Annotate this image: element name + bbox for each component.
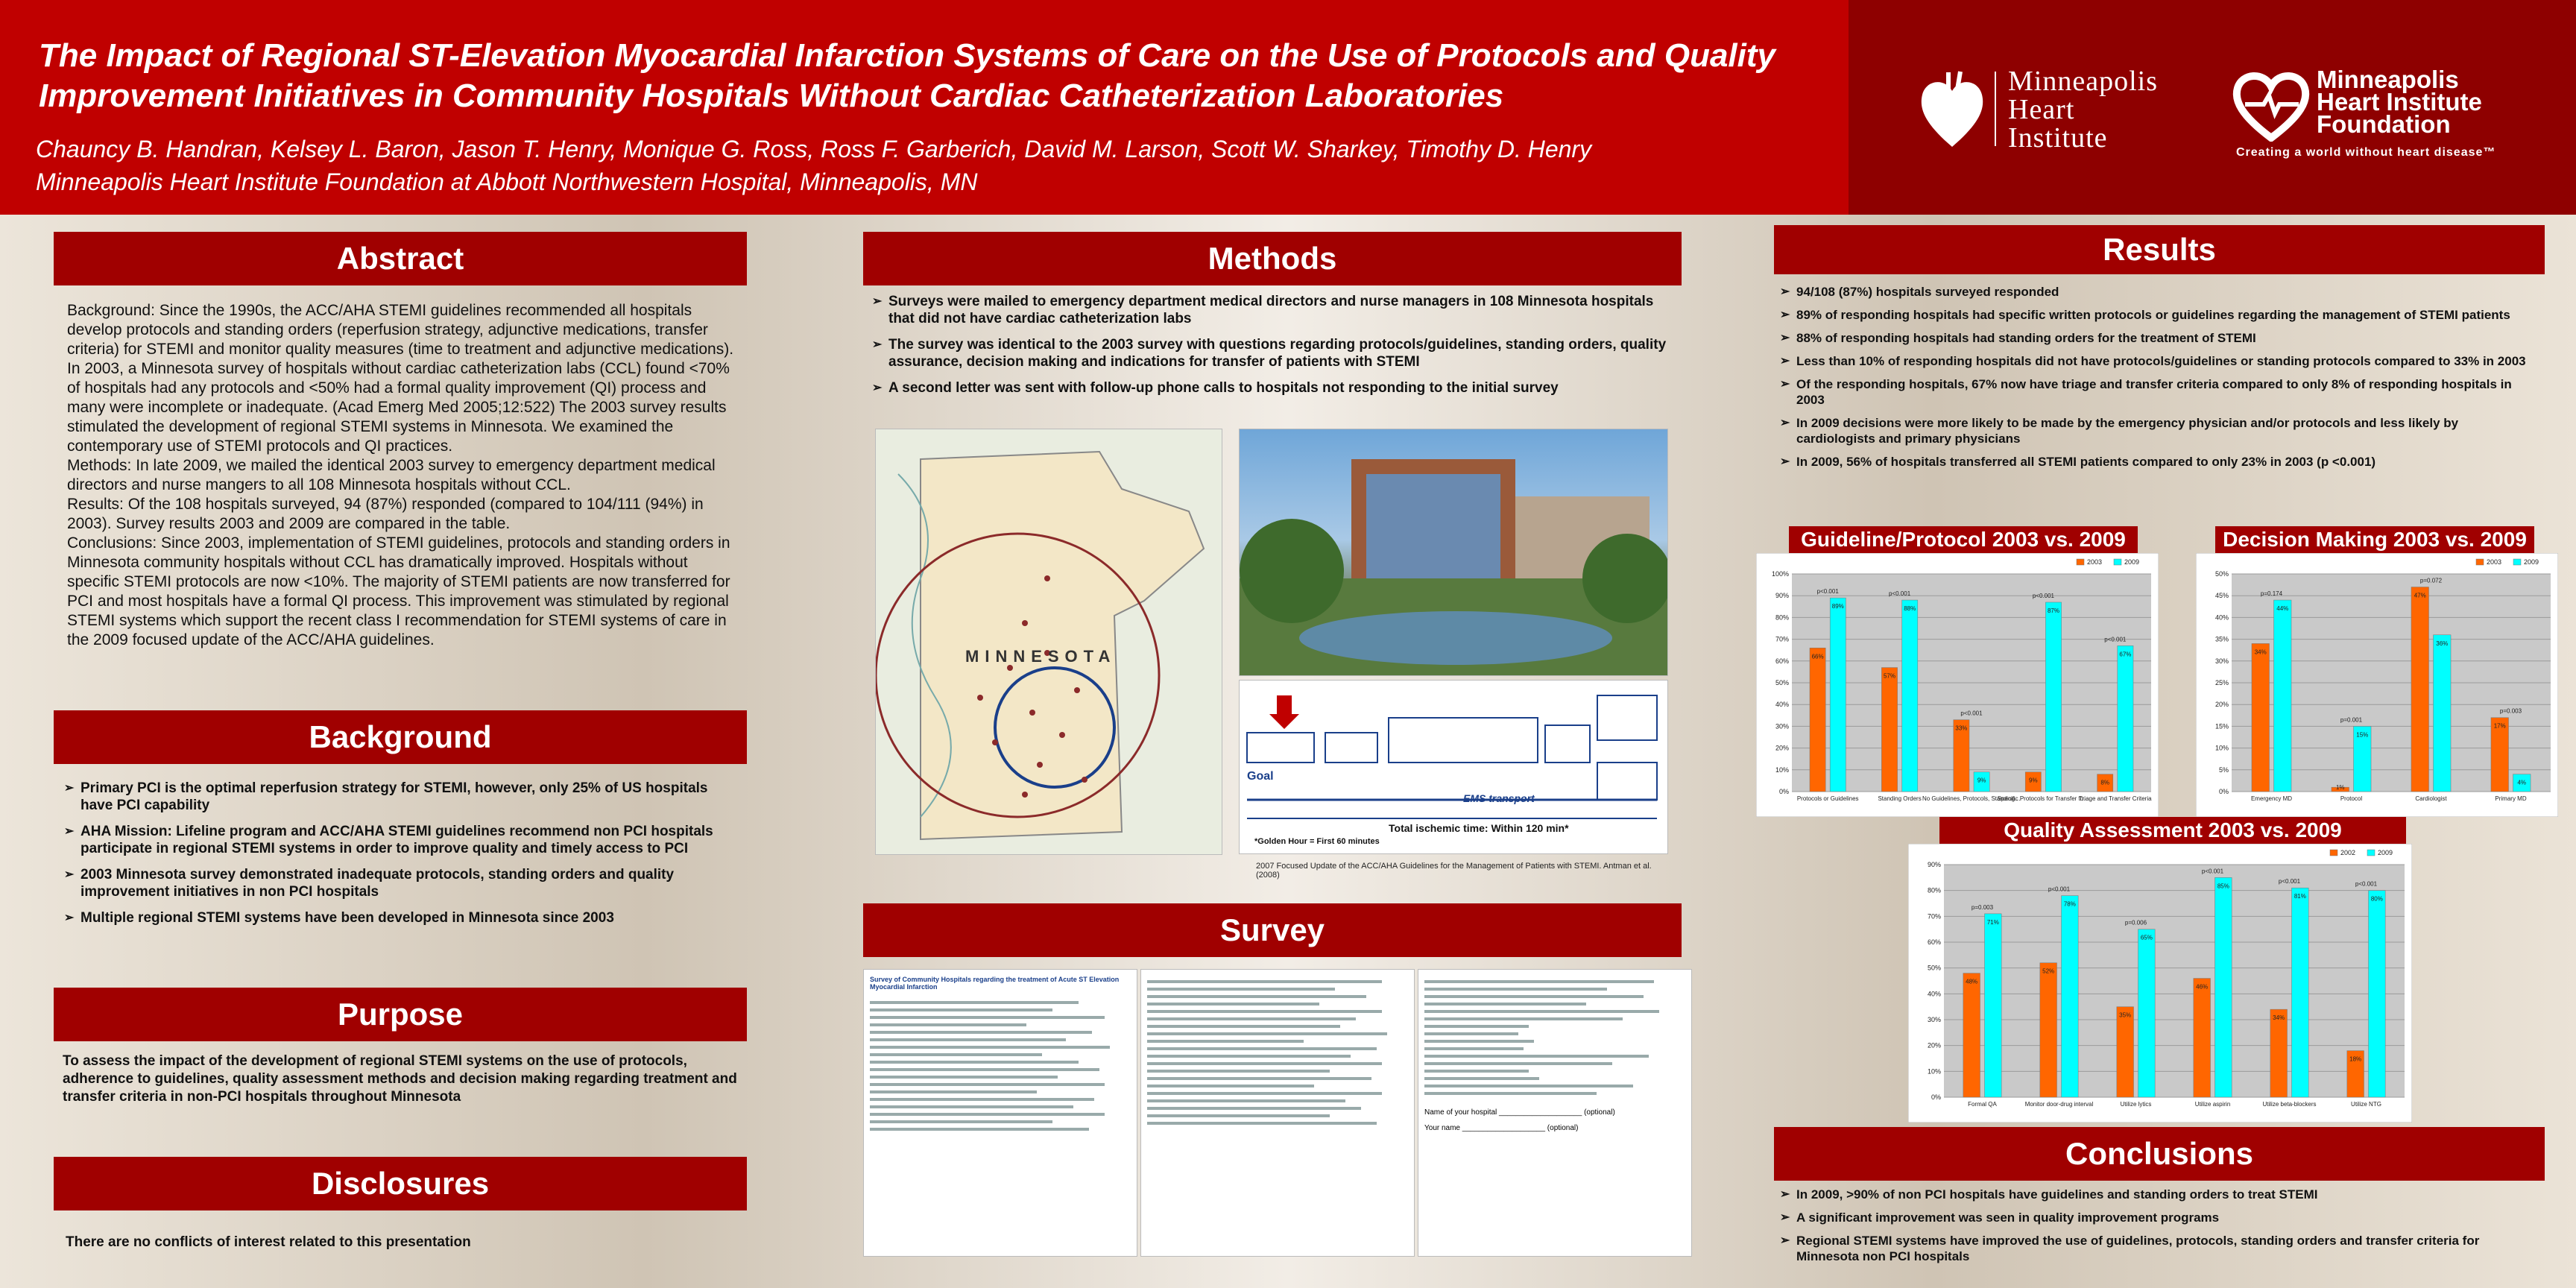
p-value-label: p=0.174	[2260, 590, 2283, 598]
chart-2-title: Decision Making 2003 vs. 2009	[2215, 526, 2534, 553]
data-label: 89%	[1831, 603, 1844, 610]
abstract-conclusions: Conclusions: Since 2003, implementation of STEMI guidelines, protocols and standing orders in Minnesota community hospitals without CCL has dramatically improved. Hospitals without specific STEMI protocols are now <10%. The majority of STEMI patients are now transferred for PCI and most hospitals have a formal QI process. This improvement was stimulated by regional STEMI systems which support the recent class I recommendation for STEMI systems of care in the 2009 focused update of the ACC/AHA guidelines.	[67, 534, 730, 648]
legend-swatch	[2077, 559, 2084, 565]
bar	[1985, 914, 2002, 1097]
data-label: 35%	[2119, 1011, 2132, 1019]
data-label: 33%	[1955, 724, 1968, 732]
bar	[2215, 877, 2232, 1097]
y-tick-label: 25%	[2214, 679, 2229, 686]
data-label: 18%	[2349, 1055, 2362, 1063]
flow-goal-label: Goal	[1247, 770, 1274, 783]
y-tick-label: 40%	[1927, 990, 1941, 998]
p-value-label: p<0.001	[1816, 588, 1839, 596]
survey-heading: Survey	[863, 903, 1682, 957]
data-label: 65%	[2140, 934, 2153, 941]
background-heading: Background	[54, 710, 747, 764]
x-tick-label: Cardiologist	[2415, 795, 2447, 802]
y-tick-label: 20%	[1775, 744, 1789, 752]
y-tick-label: 60%	[1775, 657, 1789, 665]
p-value-label: p<0.001	[1960, 710, 1983, 717]
data-label: 15%	[2356, 731, 2369, 739]
title-line-1: The Impact of Regional ST-Elevation Myocardial Infarction Systems of Care on the Use of Protocols and Quality	[39, 37, 1776, 74]
methods-heading: Methods	[863, 232, 1682, 285]
data-label: 88%	[1904, 605, 1916, 613]
foundation-heart-icon	[2230, 67, 2312, 142]
legend-label: 2002	[2340, 849, 2356, 856]
abstract-results: Results: Of the 108 hospitals surveyed, 94 (87%) responded (compared to 104/111 (94%) in 2003). Survey results 2003 and 2009 are compared in the table.	[67, 496, 704, 532]
data-label: 1%	[2335, 784, 2345, 791]
list-item: ➢ The survey was identical to the 2003 survey with questions regarding protocols/guidelines, standing orders, quality assurance, decision making and indications for transfer of patients with STEMI	[872, 336, 1677, 370]
bar	[2062, 896, 2079, 1097]
list-item: ➢ Multiple regional STEMI systems have been developed in Minnesota since 2003	[64, 909, 742, 926]
y-tick-label: 60%	[1927, 938, 1941, 946]
mhif-line-3: Foundation	[2317, 110, 2451, 138]
y-tick-label: 30%	[1775, 722, 1789, 730]
results-list	[1780, 284, 2540, 477]
legend-label: 2009	[2378, 849, 2393, 856]
survey-page-1	[863, 969, 1137, 1257]
bar	[2292, 888, 2309, 1097]
x-tick-label: Emergency MD	[2250, 795, 2293, 802]
x-tick-label: Primary MD	[2495, 795, 2527, 802]
mhif-tagline: Creating a world without heart disease™	[2236, 146, 2496, 159]
abstract-body	[67, 301, 742, 650]
y-tick-label: 0%	[2218, 788, 2229, 795]
list-item: ➢ AHA Mission: Lifeline program and ACC/AHA STEMI guidelines recommend non PCI hospitals participate in regional STEMI systems in order to improve quality and timely access to PCI	[64, 823, 742, 857]
methods-caption: 2007 Focused Update of the ACC/AHA Guidelines for the Management of Patients with STEMI. Antman et al. (2008)	[1256, 862, 1652, 880]
data-label: 34%	[2254, 648, 2267, 656]
y-tick-label: 30%	[2214, 657, 2229, 665]
list-item: ➢ Primary PCI is the optimal reperfusion strategy for STEMI, however, only 25% of US hospitals have PCI capability	[64, 780, 742, 814]
data-label: 17%	[2493, 722, 2506, 730]
list-item: ➢ 94/108 (87%) hospitals surveyed responded	[1780, 284, 2540, 300]
stemi-flowchart	[1239, 680, 1668, 854]
data-label: 71%	[1986, 918, 1999, 926]
x-tick-label: Utilize beta-blockers	[2262, 1101, 2317, 1108]
x-tick-label: Utilize lytics	[2120, 1101, 2152, 1108]
p-value-label: p=0.001	[2340, 716, 2363, 724]
x-tick-label: No Guidelines, Protocols, Standing…	[1922, 795, 2021, 802]
flow-ems-label: EMS transport	[1463, 792, 1535, 804]
title-line-2: Improvement Initiatives in Community Hospitals Without Cardiac Catheterization Laboratories	[39, 78, 1504, 114]
list-item: ➢ Of the responding hospitals, 67% now have triage and transfer criteria compared to only 8% of responding hospitals in 2003	[1780, 376, 2540, 408]
chart-3-quality-assessment	[1908, 844, 2412, 1123]
x-tick-label: Protocols or Guidelines	[1796, 795, 1859, 802]
photo-graphic	[1240, 429, 1667, 675]
y-tick-label: 50%	[1927, 964, 1941, 972]
disclosures-heading: Disclosures	[54, 1157, 747, 1210]
y-tick-label: 80%	[1775, 613, 1789, 622]
legend-swatch	[2114, 559, 2121, 565]
data-label: 87%	[2047, 607, 2060, 614]
survey-page-3	[1418, 969, 1692, 1257]
data-label: 81%	[2294, 893, 2306, 900]
data-label: 57%	[1883, 672, 1896, 680]
map-label: MINNESOTA	[965, 647, 1117, 666]
background-list	[64, 780, 742, 935]
list-item: ➢ A second letter was sent with follow-up phone calls to hospitals not responding to the initial survey	[872, 379, 1677, 397]
y-tick-label: 20%	[1927, 1041, 1941, 1049]
p-value-label: p=0.003	[1971, 903, 1994, 911]
bar	[2411, 587, 2429, 792]
heart-logo-icon	[1919, 69, 1986, 151]
list-item: ➢ Regional STEMI systems have improved the use of guidelines, protocols, standing orders and transfer criteria for Minnesota non PCI hospitals	[1780, 1233, 2540, 1264]
affiliation: Minneapolis Heart Institute Foundation at Abbott Northwestern Hospital, Minneapolis, MN	[36, 168, 978, 195]
y-tick-label: 30%	[1927, 1016, 1941, 1023]
legend-swatch	[2513, 559, 2521, 565]
data-label: 9%	[1977, 777, 1986, 784]
p-value-label: p<0.001	[2278, 878, 2301, 886]
data-label: 80%	[2370, 895, 2383, 903]
results-heading: Results	[1774, 225, 2545, 274]
bar	[2252, 643, 2270, 792]
data-label: 52%	[2042, 967, 2055, 975]
list-item: ➢ 2003 Minnesota survey demonstrated inadequate protocols, standing orders and quality improvement initiatives in non PCI hospitals	[64, 866, 742, 900]
data-label: 47%	[2414, 592, 2426, 599]
legend-label: 2003	[2487, 558, 2502, 566]
y-tick-label: 5%	[2218, 765, 2229, 774]
flow-total-label: Total ischemic time: Within 120 min*	[1389, 822, 1569, 834]
p-value-label: p=0.003	[2499, 707, 2522, 715]
list-item: ➢ 88% of responding hospitals had standing orders for the treatment of STEMI	[1780, 330, 2540, 346]
bar	[2040, 963, 2057, 1097]
y-tick-label: 20%	[2214, 701, 2229, 709]
conclusions-heading: Conclusions	[1774, 1127, 2545, 1181]
data-label: 78%	[2063, 900, 2076, 908]
bar	[1830, 598, 1846, 792]
abstract-background: Background: Since the 1990s, the ACC/AHA STEMI guidelines recommended all hospitals develop protocols and standing orders (reperfusion strategy, adjunctive medications, transfer criteria) for STEMI and monitor quality measures (time to treatment and adjunctive medications). In 2003, a Minnesota survey of hospitals without cardiac catheterization labs (CCL) found <70% of hospitals had any protocols and <50% had a formal quality improvement (QI) process and many were incomplete or inadequate. (Acad Emerg Med 2005;12:522) The 2003 survey results stimulated the development of regional STEMI systems in Minnesota. We examined the contemporary use of STEMI protocols and QI practices.	[67, 302, 734, 455]
p-value-label: p<0.001	[2201, 868, 2224, 875]
y-tick-label: 0%	[1778, 788, 1789, 795]
legend-label: 2009	[2124, 558, 2140, 566]
x-tick-label: Protocol	[2340, 795, 2363, 802]
x-tick-label: Standing Orders	[1878, 795, 1922, 802]
mhi-line-1: Minneapolis	[2008, 66, 2158, 97]
bar	[2045, 602, 2061, 792]
list-item: ➢ In 2009 decisions were more likely to be made by the emergency physician and/or protocols and less likely by cardiologists and primary physicians	[1780, 415, 2540, 446]
p-value-label: p<0.001	[2032, 592, 2054, 599]
bar	[1810, 648, 1825, 792]
data-label: 9%	[2029, 777, 2038, 784]
x-tick-label: Specific Protocols for Transfer to…	[1997, 795, 2090, 802]
list-item: ➢ Less than 10% of responding hospitals did not have protocols/guidelines or standing protocols compared to 33% in 2003	[1780, 353, 2540, 369]
y-tick-label: 0%	[1931, 1093, 1941, 1101]
y-tick-label: 90%	[1775, 592, 1789, 600]
y-tick-label: 50%	[1775, 679, 1789, 686]
bar	[2117, 1007, 2134, 1097]
mhif-logo-text	[2317, 66, 2482, 138]
data-label: 66%	[1811, 653, 1824, 660]
purpose-body: To assess the impact of the development of regional STEMI systems on the use of protocols, adherence to guidelines, quality assessment methods and decision making regarding treatment and transfer criteria in non-PCI hospitals throughout Minnesota	[63, 1053, 737, 1105]
data-label: 67%	[2119, 651, 2132, 658]
flow-note-label: *Golden Hour = First 60 minutes	[1254, 837, 1380, 846]
y-tick-label: 10%	[2214, 744, 2229, 752]
chart-2-decision-making	[2196, 553, 2558, 817]
x-tick-label: Monitor door-drug interval	[2024, 1101, 2094, 1108]
data-label: 46%	[2196, 983, 2209, 991]
mhi-line-3: Institute	[2008, 122, 2108, 154]
mhif-line-1: Minneapolis	[2317, 66, 2459, 93]
data-label: 85%	[2217, 883, 2229, 890]
legend-label: 2009	[2524, 558, 2539, 566]
bar	[2369, 891, 2386, 1097]
list-item: ➢ 89% of responding hospitals had specific written protocols or guidelines regarding the management of STEMI patients	[1780, 307, 2540, 323]
data-label: 48%	[1966, 978, 1978, 985]
chart-1-guideline-protocol	[1756, 553, 2159, 817]
bar	[2194, 979, 2211, 1097]
map-graphic	[876, 429, 1222, 854]
bar	[2270, 1009, 2288, 1097]
author-block	[36, 133, 1825, 198]
legend-swatch	[2367, 850, 2375, 856]
p-value-label: p=0.006	[2124, 919, 2147, 926]
survey-page-2	[1140, 969, 1415, 1257]
y-tick-label: 35%	[2214, 635, 2229, 643]
survey-doc-title: Survey of Community Hospitals regarding the treatment of Acute ST Elevation Myocardial Infarction	[870, 976, 1120, 991]
list-item: ➢ Surveys were mailed to emergency department medical directors and nurse managers in 108 Minnesota hospitals that did not have cardiac catheterization labs	[872, 293, 1677, 327]
y-tick-label: 50%	[2214, 570, 2229, 578]
plot-area	[1944, 865, 2405, 1097]
mhi-line-2: Heart	[2008, 94, 2075, 125]
list-item: ➢ In 2009, >90% of non PCI hospitals have guidelines and standing orders to treat STEMI	[1780, 1187, 2540, 1202]
bar	[2118, 645, 2133, 792]
y-tick-label: 70%	[1775, 635, 1789, 643]
data-label: 44%	[2276, 605, 2289, 613]
chart-3-title: Quality Assessment 2003 vs. 2009	[1939, 817, 2406, 844]
y-tick-label: 40%	[2214, 613, 2229, 622]
purpose-heading: Purpose	[54, 988, 747, 1041]
bar	[2434, 635, 2452, 792]
authors: Chauncy B. Handran, Kelsey L. Baron, Jason T. Henry, Monique G. Ross, Ross F. Garberich, David M. Larson, Scott W. Sharkey, Timothy D. Henry	[36, 136, 1592, 162]
y-tick-label: 90%	[1927, 861, 1941, 868]
y-tick-label: 70%	[1927, 912, 1941, 921]
poster-title	[39, 36, 1828, 116]
y-tick-label: 40%	[1775, 701, 1789, 709]
logo-divider	[1995, 72, 1996, 146]
bar	[1881, 668, 1897, 792]
y-tick-label: 45%	[2214, 592, 2229, 600]
abstract-heading: Abstract	[54, 232, 747, 285]
p-value-label: p<0.001	[2355, 880, 2378, 888]
abstract-methods: Methods: In late 2009, we mailed the identical 2003 survey to emergency department medical directors and nurse mangers to all 108 Minnesota hospitals without CCL.	[67, 457, 716, 493]
disclosures-body: There are no conflicts of interest related to this presentation	[66, 1234, 471, 1250]
chart-1-title: Guideline/Protocol 2003 vs. 2009	[1789, 526, 2138, 553]
x-tick-label: Triage and Transfer Criteria	[2079, 795, 2152, 802]
mhif-line-2: Heart Institute	[2317, 88, 2482, 116]
survey-name-field: Your name ____________________ (optional)	[1424, 1124, 1579, 1132]
y-tick-label: 100%	[1771, 570, 1789, 578]
survey-hospital-field: Name of your hospital ____________________ (optional)	[1424, 1108, 1615, 1117]
minnesota-map	[875, 429, 1222, 855]
logo-area	[1849, 0, 2576, 215]
x-tick-label: Formal QA	[1968, 1101, 1997, 1108]
hospital-photo	[1239, 429, 1668, 676]
header-banner	[0, 0, 1849, 215]
y-tick-label: 10%	[1927, 1067, 1941, 1076]
mhi-logo-text	[2008, 67, 2158, 152]
bar	[1902, 600, 1918, 792]
p-value-label: p<0.001	[2104, 636, 2127, 643]
p-value-label: p<0.001	[1889, 590, 1911, 598]
methods-list	[872, 293, 1677, 405]
x-tick-label: Utilize aspirin	[2194, 1101, 2231, 1108]
data-label: 34%	[2273, 1014, 2285, 1022]
bar	[2138, 929, 2156, 1097]
conclusions-list	[1780, 1187, 2540, 1272]
y-tick-label: 15%	[2214, 722, 2229, 730]
p-value-label: p=0.072	[2419, 577, 2443, 584]
legend-swatch	[2330, 850, 2337, 856]
p-value-label: p<0.001	[2048, 886, 2071, 893]
x-tick-label: Utilize NTG	[2351, 1101, 2381, 1108]
data-label: 4%	[2517, 779, 2527, 786]
y-tick-label: 10%	[1775, 765, 1789, 774]
y-tick-label: 80%	[1927, 886, 1941, 894]
legend-label: 2003	[2087, 558, 2103, 566]
legend-swatch	[2476, 559, 2484, 565]
bar	[2274, 600, 2292, 792]
data-label: 8%	[2100, 779, 2109, 786]
bar	[1963, 973, 1980, 1097]
list-item: ➢ In 2009, 56% of hospitals transferred all STEMI patients compared to only 23% in 2003 (p <0.001)	[1780, 454, 2540, 470]
list-item: ➢ A significant improvement was seen in quality improvement programs	[1780, 1210, 2540, 1225]
data-label: 36%	[2436, 640, 2449, 647]
